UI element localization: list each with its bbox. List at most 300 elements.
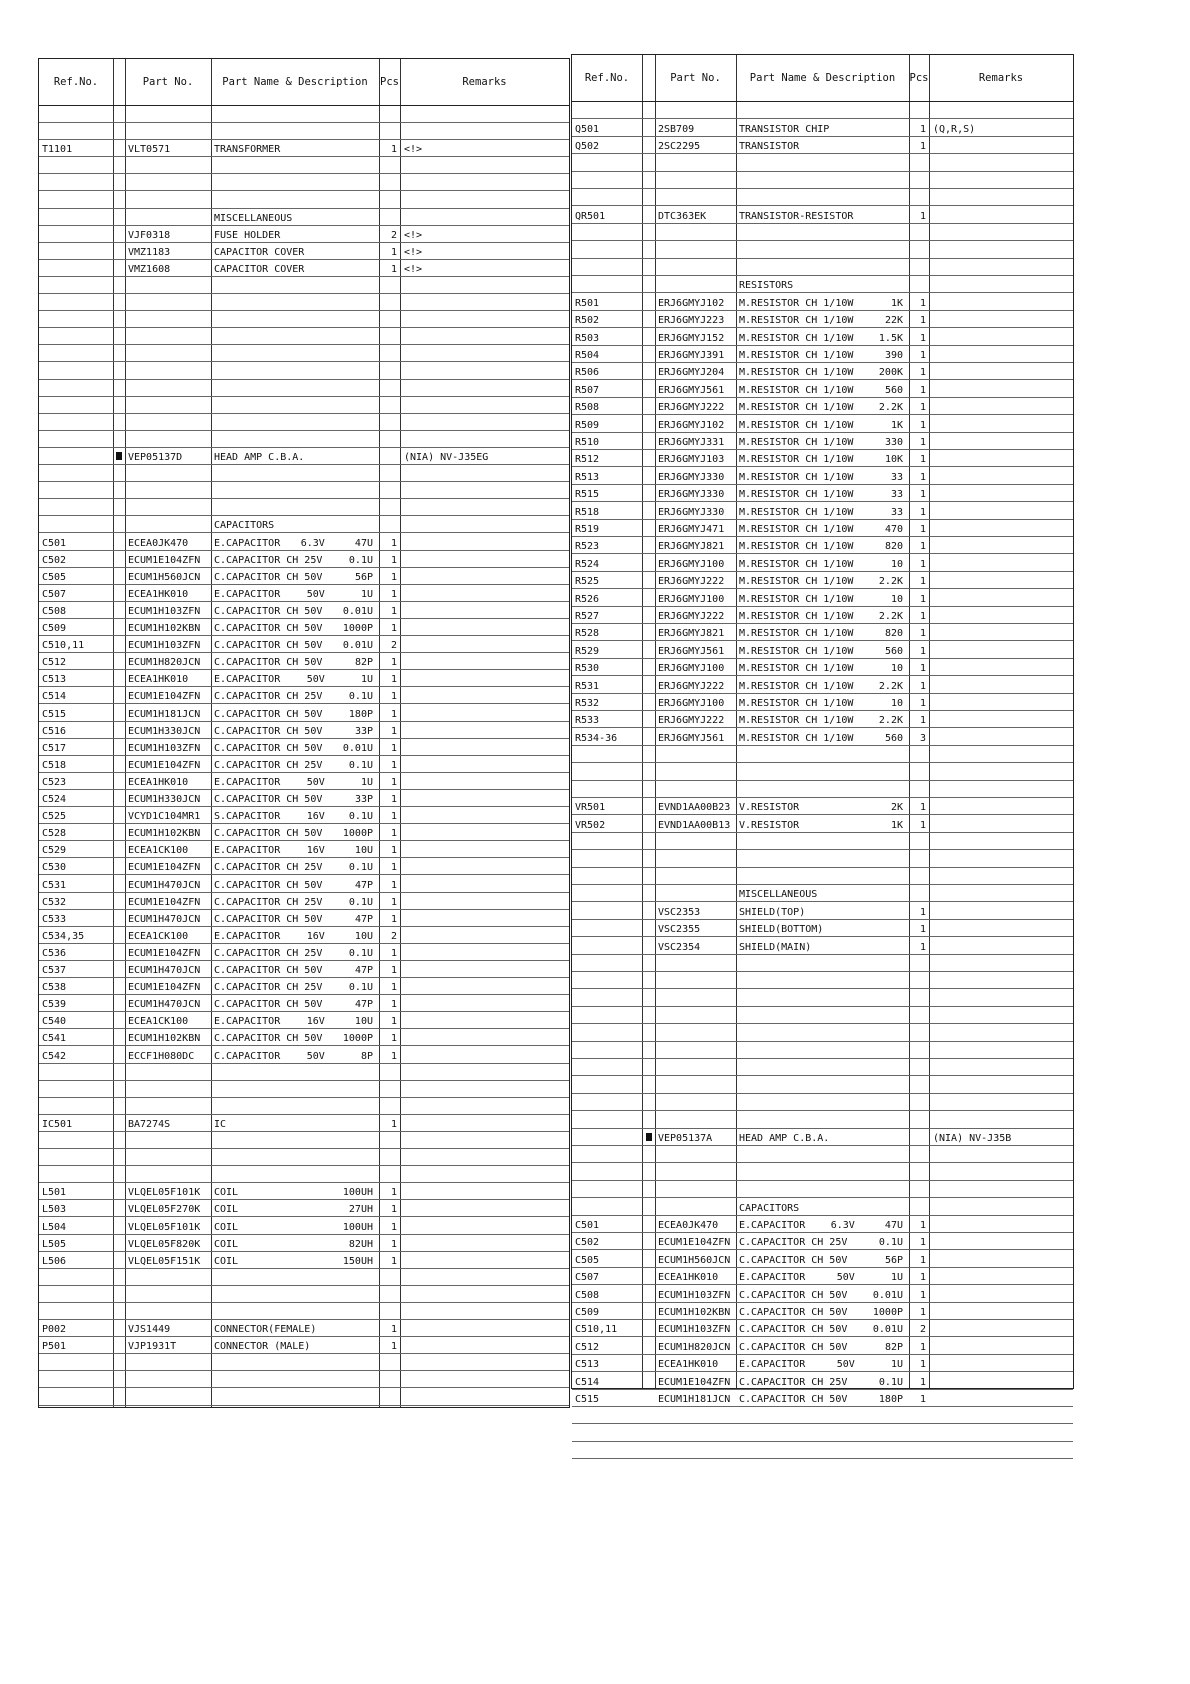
ref-no-cell: R528 xyxy=(575,628,600,640)
mark-cell xyxy=(113,602,125,618)
part-name-cell xyxy=(211,414,379,430)
mark-cell xyxy=(113,636,125,652)
part-name-cell: COIL 100UH xyxy=(211,1218,379,1234)
part-name-cell xyxy=(211,1354,379,1370)
table-row xyxy=(572,224,1073,241)
mark-cell xyxy=(642,694,655,710)
part-name-cell: C.CAPACITOR CH 50V 33P xyxy=(211,722,379,738)
mark-cell xyxy=(642,1111,655,1127)
ref-no-cell: R506 xyxy=(575,367,600,379)
part-name-cell: IC xyxy=(214,1118,227,1130)
mark-cell xyxy=(642,1407,655,1423)
ref-no-cell: C507 xyxy=(42,588,67,600)
part-name-cell: C.CAPACITOR CH 50V 0.01U xyxy=(211,602,379,618)
pcs-cell: 1 xyxy=(390,1324,397,1336)
mark-cell xyxy=(113,123,125,139)
mark-cell xyxy=(113,1337,125,1353)
part-name-cell: C.CAPACITOR CH 50V 180P xyxy=(736,1390,909,1406)
part-name-cell: M.RESISTOR CH 1/10W 390 xyxy=(736,346,909,362)
remarks-cell xyxy=(929,520,1073,536)
part-no-cell xyxy=(125,414,211,430)
pcs-cell xyxy=(379,482,400,498)
remarks-cell xyxy=(929,1303,1073,1319)
ref-no-cell: R502 xyxy=(575,315,600,327)
part-no-cell xyxy=(125,1269,211,1285)
part-name-cell: M.RESISTOR CH 1/10W 560 xyxy=(736,728,909,744)
table-row xyxy=(39,705,569,722)
mark-cell xyxy=(642,1250,655,1266)
part-no-cell: ECCF1H080DC xyxy=(128,1050,195,1062)
part-spec: 150UH xyxy=(342,1255,373,1267)
remarks-cell: (NIA) NV-J35B xyxy=(933,1132,1012,1144)
mark-cell xyxy=(642,1042,655,1058)
part-no-cell: VEP05137A xyxy=(658,1132,713,1144)
remarks-cell xyxy=(400,516,569,532)
table-row xyxy=(39,722,569,739)
table-row xyxy=(572,276,1073,293)
ref-no-cell: R504 xyxy=(575,349,600,361)
pcs-cell xyxy=(379,448,400,464)
pcs-cell: 2 xyxy=(390,229,397,241)
ref-no-cell xyxy=(39,465,113,481)
pcs-cell: 1 xyxy=(919,1341,926,1353)
part-name-cell xyxy=(736,972,909,988)
part-name-cell: E.CAPACITOR 16V 10U xyxy=(211,927,379,943)
mark-cell xyxy=(113,568,125,584)
header-part: Part No. xyxy=(142,76,194,88)
part-no-cell: ECUM1H560JCN xyxy=(658,1254,731,1266)
ref-no-cell xyxy=(39,1389,113,1405)
part-name-cell xyxy=(736,1163,909,1179)
table-row xyxy=(572,241,1073,258)
part-spec: 1000P xyxy=(872,1306,903,1318)
ref-no-cell xyxy=(572,1198,642,1214)
table-row xyxy=(572,293,1073,310)
table-row xyxy=(39,465,569,482)
mark-cell xyxy=(113,790,125,806)
ref-no-cell xyxy=(572,172,642,188)
part-no-cell: ECUM1E104ZFN xyxy=(128,982,201,994)
pcs-cell: 1 xyxy=(919,1272,926,1284)
remarks-cell xyxy=(400,1354,569,1370)
mark-cell xyxy=(642,502,655,518)
table-row xyxy=(572,380,1073,397)
table-row xyxy=(39,585,569,602)
part-name-cell: C.CAPACITOR CH 25V 0.1U xyxy=(211,756,379,772)
part-spec: 100UH xyxy=(342,1221,373,1233)
remarks-cell xyxy=(400,790,569,806)
part-no-cell xyxy=(655,276,736,292)
pcs-cell: 2 xyxy=(390,640,397,652)
ref-no-cell: C502 xyxy=(575,1237,600,1249)
part-no-cell: ERJ6GMYJ561 xyxy=(658,645,725,657)
remarks-cell xyxy=(400,1012,569,1028)
part-no-cell xyxy=(655,1442,736,1458)
table-row xyxy=(39,995,569,1012)
ref-no-cell: C505 xyxy=(575,1254,600,1266)
mark-cell xyxy=(113,773,125,789)
part-name-cell: TRANSISTOR CHIP xyxy=(739,123,830,135)
part-spec: 0.1U xyxy=(878,1237,903,1249)
table-row xyxy=(572,937,1073,954)
pcs-cell: 1 xyxy=(919,576,926,588)
table-row xyxy=(572,868,1073,885)
part-name-cell: C.CAPACITOR CH 50V 1000P xyxy=(211,824,379,840)
mark-cell xyxy=(642,589,655,605)
table-row xyxy=(39,739,569,756)
mark-cell xyxy=(642,102,655,118)
ref-no-cell xyxy=(572,1407,642,1423)
part-no-cell: ECUM1E104ZFN xyxy=(128,896,201,908)
part-no-cell: ERJ6GMYJ102 xyxy=(658,419,725,431)
part-no-cell xyxy=(655,781,736,797)
part-no-cell: ERJ6GMYJ100 xyxy=(658,558,725,570)
header-ref: Ref.No. xyxy=(584,72,630,84)
remarks-cell xyxy=(929,624,1073,640)
part-spec: 22K xyxy=(884,315,903,327)
pcs-cell xyxy=(909,1042,929,1058)
remarks-cell xyxy=(400,551,569,567)
part-name-cell: C.CAPACITOR CH 50V 1000P xyxy=(736,1303,909,1319)
table-row xyxy=(39,209,569,226)
pcs-cell xyxy=(909,1424,929,1440)
ref-no-cell xyxy=(572,1442,642,1458)
part-name-cell xyxy=(736,1407,909,1423)
ref-no-cell: C533 xyxy=(42,913,67,925)
part-no-cell xyxy=(125,328,211,344)
remarks-cell xyxy=(929,972,1073,988)
pcs-cell: 1 xyxy=(919,680,926,692)
part-name-cell xyxy=(736,746,909,762)
mark-cell xyxy=(642,467,655,483)
remarks-cell xyxy=(929,781,1073,797)
table-row xyxy=(39,961,569,978)
table-row xyxy=(572,1024,1073,1041)
remarks-cell xyxy=(929,746,1073,762)
pcs-cell: 1 xyxy=(919,1254,926,1266)
pcs-cell xyxy=(909,955,929,971)
header-name: Part Name & Description xyxy=(749,72,896,84)
ref-no-cell: R512 xyxy=(575,454,600,466)
part-no-cell: ERJ6GMYJ222 xyxy=(658,576,725,588)
part-spec: 100UH xyxy=(342,1187,373,1199)
pcs-cell: 1 xyxy=(919,332,926,344)
mark-cell xyxy=(113,140,125,156)
part-no-cell: ECEA1HK010 xyxy=(658,1272,719,1284)
table-row xyxy=(39,243,569,260)
ref-no-cell xyxy=(39,1081,113,1097)
ref-no-cell: R525 xyxy=(575,576,600,588)
table-row xyxy=(572,641,1073,658)
ref-no-cell xyxy=(39,106,113,122)
remarks-cell xyxy=(400,568,569,584)
part-name-cell xyxy=(211,1132,379,1148)
remarks-cell xyxy=(400,756,569,772)
ref-no-cell: R529 xyxy=(575,645,600,657)
pcs-cell: 1 xyxy=(390,1016,397,1028)
pcs-cell xyxy=(379,1286,400,1302)
pcs-cell: 1 xyxy=(919,941,926,953)
mark-cell xyxy=(113,516,125,532)
mark-cell xyxy=(642,1355,655,1371)
remarks-cell xyxy=(400,705,569,721)
pcs-cell: 1 xyxy=(919,558,926,570)
part-name-cell xyxy=(211,465,379,481)
part-no-cell: ECUM1H181JCN xyxy=(128,708,201,720)
part-name-cell: MISCELLANEOUS xyxy=(214,212,293,224)
part-name-cell xyxy=(211,1098,379,1114)
pcs-cell: 1 xyxy=(919,210,926,222)
black-square-marker-icon xyxy=(113,448,125,464)
part-name-cell xyxy=(736,1442,909,1458)
table-row xyxy=(39,602,569,619)
table-row xyxy=(39,380,569,397)
part-name-cell: TRANSISTOR-RESISTOR xyxy=(739,210,854,222)
table-row xyxy=(39,1098,569,1115)
pcs-cell: 1 xyxy=(390,1255,397,1267)
table-row xyxy=(572,1407,1073,1424)
remarks-cell xyxy=(929,728,1073,744)
part-name-cell: TRANSFORMER xyxy=(214,144,281,156)
part-no-cell xyxy=(655,1007,736,1023)
pcs-cell: 1 xyxy=(919,384,926,396)
remarks-cell xyxy=(929,920,1073,936)
part-name-cell xyxy=(211,1371,379,1387)
mark-cell xyxy=(642,815,655,831)
ref-no-cell: C514 xyxy=(42,691,67,703)
pcs-cell xyxy=(379,328,400,344)
table-row xyxy=(39,944,569,961)
part-name-cell xyxy=(211,1064,379,1080)
pcs-cell: 1 xyxy=(390,537,397,549)
part-name-cell xyxy=(211,174,379,190)
table-row xyxy=(572,1146,1073,1163)
part-name-cell: SHIELD(BOTTOM) xyxy=(739,924,824,936)
part-name-cell: CAPACITOR COVER xyxy=(214,246,305,258)
part-spec: 10 xyxy=(890,663,903,675)
table-row xyxy=(572,1094,1073,1111)
part-no-cell: ERJ6GMYJ821 xyxy=(658,541,725,553)
ref-no-cell: R523 xyxy=(575,541,600,553)
ref-no-cell xyxy=(39,243,113,259)
ref-no-cell: R518 xyxy=(575,506,600,518)
pcs-cell: 1 xyxy=(919,419,926,431)
table-row xyxy=(572,137,1073,154)
mark-cell xyxy=(642,346,655,362)
ref-no-cell xyxy=(39,1269,113,1285)
pcs-cell: 1 xyxy=(919,1359,926,1371)
part-no-cell: ERJ6GMYJ102 xyxy=(658,297,725,309)
pcs-cell xyxy=(909,102,929,118)
part-no-cell: VLQEL05F151K xyxy=(128,1255,201,1267)
mark-cell xyxy=(642,241,655,257)
part-no-cell xyxy=(125,482,211,498)
part-spec: 1K xyxy=(890,419,903,431)
part-spec: 180P xyxy=(348,708,373,720)
mark-cell xyxy=(113,927,125,943)
part-name-cell: E.CAPACITOR 16V 10U xyxy=(211,1012,379,1028)
pcs-cell: 1 xyxy=(919,1289,926,1301)
part-no-cell: ECUM1H330JCN xyxy=(128,794,201,806)
part-name-cell: COIL 150UH xyxy=(211,1252,379,1268)
ref-no-cell: L506 xyxy=(42,1255,67,1267)
remarks-cell xyxy=(400,1389,569,1405)
pcs-cell: 1 xyxy=(390,588,397,600)
remarks-cell xyxy=(929,1285,1073,1301)
remarks-cell xyxy=(400,1286,569,1302)
part-name-cell: M.RESISTOR CH 1/10W 10 xyxy=(736,554,909,570)
part-spec: 10 xyxy=(890,697,903,709)
pcs-cell xyxy=(379,174,400,190)
table-row xyxy=(39,790,569,807)
table-row xyxy=(39,157,569,174)
pcs-cell xyxy=(909,1129,929,1145)
remarks-cell xyxy=(929,433,1073,449)
mark-cell xyxy=(642,572,655,588)
part-name-cell: C.CAPACITOR CH 50V 0.01U xyxy=(211,739,379,755)
ref-no-cell: VR501 xyxy=(575,802,606,814)
table-row xyxy=(39,876,569,893)
mark-cell xyxy=(642,659,655,675)
mark-cell xyxy=(113,739,125,755)
part-name-cell: C.CAPACITOR 50V 8P xyxy=(211,1047,379,1063)
pcs-cell xyxy=(379,1303,400,1319)
part-no-cell: VLQEL05F101K xyxy=(128,1187,201,1199)
remarks-cell xyxy=(929,1024,1073,1040)
pcs-cell xyxy=(909,1111,929,1127)
pcs-cell: 1 xyxy=(390,623,397,635)
mark-cell xyxy=(642,833,655,849)
mark-cell xyxy=(113,893,125,909)
part-name-cell xyxy=(736,955,909,971)
pcs-cell: 1 xyxy=(919,541,926,553)
remarks-cell xyxy=(929,1407,1073,1423)
table-row xyxy=(39,773,569,790)
ref-no-cell xyxy=(39,277,113,293)
part-no-cell xyxy=(655,885,736,901)
pcs-cell xyxy=(909,172,929,188)
mark-cell xyxy=(642,850,655,866)
mark-cell xyxy=(113,1389,125,1405)
remarks-cell xyxy=(929,537,1073,553)
remarks-cell xyxy=(929,241,1073,257)
table-row xyxy=(572,1390,1073,1407)
ref-no-cell xyxy=(572,1024,642,1040)
part-name-cell xyxy=(211,294,379,310)
remarks-cell xyxy=(929,1094,1073,1110)
part-spec: 33 xyxy=(890,489,903,501)
mark-cell xyxy=(642,781,655,797)
table-row xyxy=(39,1166,569,1183)
table-row xyxy=(39,397,569,414)
remarks-cell xyxy=(400,482,569,498)
part-no-cell xyxy=(655,1094,736,1110)
remarks-cell xyxy=(400,670,569,686)
table-row xyxy=(572,589,1073,606)
mark-cell xyxy=(113,534,125,550)
part-no-cell xyxy=(125,1303,211,1319)
part-spec: 0.1U xyxy=(348,759,373,771)
remarks-cell xyxy=(400,1200,569,1216)
mark-cell xyxy=(642,311,655,327)
part-no-cell xyxy=(125,1166,211,1182)
pcs-cell: 1 xyxy=(919,610,926,622)
ref-no-cell xyxy=(39,1303,113,1319)
mark-cell xyxy=(113,380,125,396)
part-name-cell xyxy=(211,499,379,515)
part-name-cell xyxy=(736,1424,909,1440)
ref-no-cell: C517 xyxy=(42,742,67,754)
mark-cell xyxy=(113,277,125,293)
ref-no-cell: C501 xyxy=(42,537,67,549)
part-no-cell: ECUM1H102KBN xyxy=(658,1306,731,1318)
table-row xyxy=(39,807,569,824)
remarks-cell xyxy=(400,858,569,874)
table-row xyxy=(572,433,1073,450)
part-no-cell: VMZ1608 xyxy=(128,263,171,275)
part-name-cell xyxy=(736,241,909,257)
part-spec: 1.5K xyxy=(878,332,903,344)
remarks-cell: <!> xyxy=(404,263,423,275)
part-name-cell: M.RESISTOR CH 1/10W 470 xyxy=(736,520,909,536)
part-name-cell xyxy=(736,763,909,779)
remarks-cell xyxy=(400,961,569,977)
mark-cell xyxy=(113,1303,125,1319)
left-parts-table xyxy=(38,58,570,1408)
part-name-cell: CAPACITOR COVER xyxy=(214,263,305,275)
ref-no-cell: C507 xyxy=(575,1272,600,1284)
mark-cell xyxy=(113,226,125,242)
ref-no-cell xyxy=(39,174,113,190)
remarks-cell xyxy=(929,189,1073,205)
part-spec: 10 xyxy=(890,593,903,605)
mark-cell xyxy=(113,756,125,772)
part-no-cell: ECUM1H820JCN xyxy=(658,1341,731,1353)
table-row xyxy=(572,1129,1073,1146)
pcs-cell xyxy=(909,1442,929,1458)
mark-cell xyxy=(642,624,655,640)
pcs-cell xyxy=(379,516,400,532)
pcs-cell: 1 xyxy=(390,982,397,994)
part-spec: 16V 10U xyxy=(306,845,373,857)
pcs-cell xyxy=(909,276,929,292)
part-no-cell: ECEA0JK470 xyxy=(658,1219,719,1231)
pcs-cell xyxy=(909,224,929,240)
table-header xyxy=(39,59,569,106)
part-no-cell xyxy=(655,763,736,779)
pcs-cell: 1 xyxy=(919,523,926,535)
mark-cell xyxy=(113,465,125,481)
part-spec: 0.1U xyxy=(348,691,373,703)
part-name-cell: C.CAPACITOR CH 50V 0.01U xyxy=(736,1285,909,1301)
ref-no-cell xyxy=(572,833,642,849)
remarks-cell xyxy=(400,1166,569,1182)
part-no-cell: ECUM1H470JCN xyxy=(128,879,201,891)
part-no-cell xyxy=(125,465,211,481)
remarks-cell xyxy=(400,1098,569,1114)
mark-cell xyxy=(113,1064,125,1080)
remarks-cell xyxy=(929,172,1073,188)
table-row xyxy=(572,1268,1073,1285)
ref-no-cell xyxy=(572,955,642,971)
remarks-cell xyxy=(929,311,1073,327)
ref-no-cell: C515 xyxy=(42,708,67,720)
ref-no-cell xyxy=(572,1007,642,1023)
part-name-cell: C.CAPACITOR CH 25V 0.1U xyxy=(211,978,379,994)
mark-cell xyxy=(642,763,655,779)
part-name-cell: M.RESISTOR CH 1/10W 10 xyxy=(736,589,909,605)
pcs-cell: 1 xyxy=(390,605,397,617)
